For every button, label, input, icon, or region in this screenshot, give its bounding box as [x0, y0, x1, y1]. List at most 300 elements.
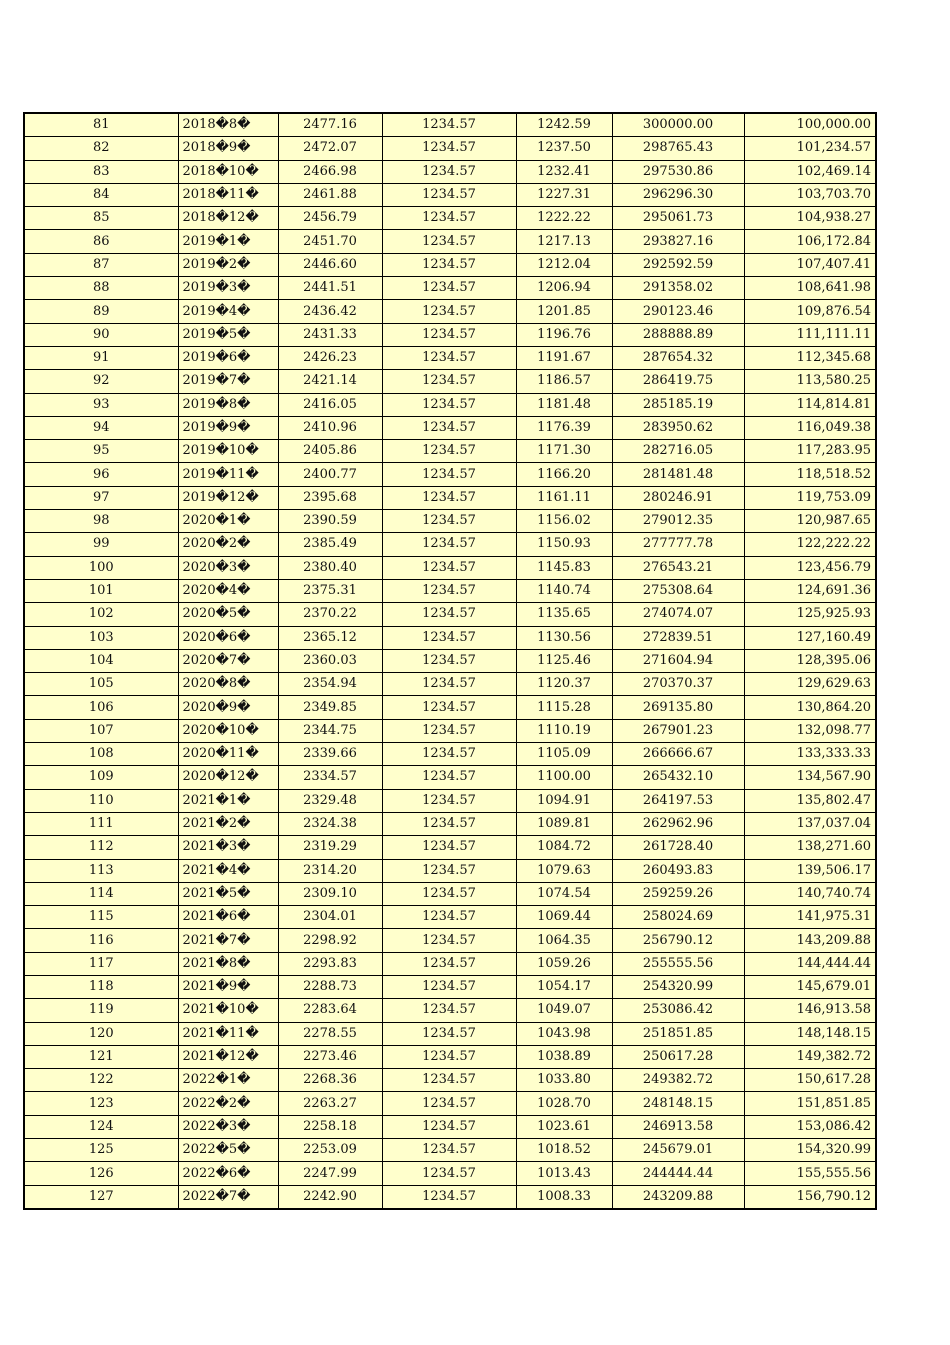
remaining-balance-cell[interactable]: 272839.51 [612, 626, 744, 649]
principal-cell[interactable]: 1234.57 [382, 743, 516, 766]
principal-cell[interactable]: 1234.57 [382, 300, 516, 323]
period-number-cell[interactable]: 109 [24, 766, 178, 789]
principal-cell[interactable]: 1234.57 [382, 556, 516, 579]
interest-cell[interactable]: 1084.72 [516, 836, 612, 859]
payment-cell[interactable]: 2283.64 [278, 999, 382, 1022]
date-cell[interactable]: 2018�10� [178, 160, 278, 183]
payment-cell[interactable]: 2400.77 [278, 463, 382, 486]
payment-cell[interactable]: 2461.88 [278, 183, 382, 206]
payment-cell[interactable]: 2436.42 [278, 300, 382, 323]
date-cell[interactable]: 2019�10� [178, 440, 278, 463]
payment-cell[interactable]: 2416.05 [278, 393, 382, 416]
cumulative-principal-cell[interactable]: 113,580.25 [744, 370, 876, 393]
remaining-balance-cell[interactable]: 280246.91 [612, 486, 744, 509]
remaining-balance-cell[interactable]: 283950.62 [612, 416, 744, 439]
cumulative-principal-cell[interactable]: 151,851.85 [744, 1092, 876, 1115]
period-number-cell[interactable]: 116 [24, 929, 178, 952]
remaining-balance-cell[interactable]: 288888.89 [612, 323, 744, 346]
cumulative-principal-cell[interactable]: 104,938.27 [744, 207, 876, 230]
principal-cell[interactable]: 1234.57 [382, 1022, 516, 1045]
payment-cell[interactable]: 2477.16 [278, 113, 382, 137]
principal-cell[interactable]: 1234.57 [382, 975, 516, 998]
principal-cell[interactable]: 1234.57 [382, 1045, 516, 1068]
date-cell[interactable]: 2019�9� [178, 416, 278, 439]
remaining-balance-cell[interactable]: 251851.85 [612, 1022, 744, 1045]
payment-cell[interactable]: 2258.18 [278, 1115, 382, 1138]
remaining-balance-cell[interactable]: 255555.56 [612, 952, 744, 975]
date-cell[interactable]: 2019�6� [178, 346, 278, 369]
date-cell[interactable]: 2019�1� [178, 230, 278, 253]
period-number-cell[interactable]: 95 [24, 440, 178, 463]
period-number-cell[interactable]: 114 [24, 882, 178, 905]
cumulative-principal-cell[interactable]: 156,790.12 [744, 1185, 876, 1209]
remaining-balance-cell[interactable]: 287654.32 [612, 346, 744, 369]
date-cell[interactable]: 2019�2� [178, 253, 278, 276]
interest-cell[interactable]: 1176.39 [516, 416, 612, 439]
cumulative-principal-cell[interactable]: 129,629.63 [744, 673, 876, 696]
cumulative-principal-cell[interactable]: 100,000.00 [744, 113, 876, 137]
period-number-cell[interactable]: 108 [24, 743, 178, 766]
payment-cell[interactable]: 2304.01 [278, 906, 382, 929]
cumulative-principal-cell[interactable]: 146,913.58 [744, 999, 876, 1022]
remaining-balance-cell[interactable]: 264197.53 [612, 789, 744, 812]
remaining-balance-cell[interactable]: 271604.94 [612, 649, 744, 672]
payment-cell[interactable]: 2319.29 [278, 836, 382, 859]
interest-cell[interactable]: 1115.28 [516, 696, 612, 719]
payment-cell[interactable]: 2431.33 [278, 323, 382, 346]
remaining-balance-cell[interactable]: 298765.43 [612, 137, 744, 160]
principal-cell[interactable]: 1234.57 [382, 626, 516, 649]
remaining-balance-cell[interactable]: 244444.44 [612, 1162, 744, 1185]
interest-cell[interactable]: 1043.98 [516, 1022, 612, 1045]
date-cell[interactable]: 2021�5� [178, 882, 278, 905]
cumulative-principal-cell[interactable]: 117,283.95 [744, 440, 876, 463]
interest-cell[interactable]: 1089.81 [516, 812, 612, 835]
remaining-balance-cell[interactable]: 266666.67 [612, 743, 744, 766]
remaining-balance-cell[interactable]: 248148.15 [612, 1092, 744, 1115]
period-number-cell[interactable]: 99 [24, 533, 178, 556]
payment-cell[interactable]: 2390.59 [278, 510, 382, 533]
principal-cell[interactable]: 1234.57 [382, 836, 516, 859]
interest-cell[interactable]: 1212.04 [516, 253, 612, 276]
period-number-cell[interactable]: 86 [24, 230, 178, 253]
period-number-cell[interactable]: 113 [24, 859, 178, 882]
payment-cell[interactable]: 2456.79 [278, 207, 382, 230]
principal-cell[interactable]: 1234.57 [382, 346, 516, 369]
interest-cell[interactable]: 1145.83 [516, 556, 612, 579]
cumulative-principal-cell[interactable]: 108,641.98 [744, 277, 876, 300]
interest-cell[interactable]: 1196.76 [516, 323, 612, 346]
remaining-balance-cell[interactable]: 259259.26 [612, 882, 744, 905]
cumulative-principal-cell[interactable]: 140,740.74 [744, 882, 876, 905]
remaining-balance-cell[interactable]: 260493.83 [612, 859, 744, 882]
cumulative-principal-cell[interactable]: 149,382.72 [744, 1045, 876, 1068]
payment-cell[interactable]: 2263.27 [278, 1092, 382, 1115]
principal-cell[interactable]: 1234.57 [382, 440, 516, 463]
principal-cell[interactable]: 1234.57 [382, 1115, 516, 1138]
cumulative-principal-cell[interactable]: 106,172.84 [744, 230, 876, 253]
period-number-cell[interactable]: 103 [24, 626, 178, 649]
payment-cell[interactable]: 2385.49 [278, 533, 382, 556]
interest-cell[interactable]: 1038.89 [516, 1045, 612, 1068]
cumulative-principal-cell[interactable]: 144,444.44 [744, 952, 876, 975]
cumulative-principal-cell[interactable]: 127,160.49 [744, 626, 876, 649]
date-cell[interactable]: 2020�5� [178, 603, 278, 626]
cumulative-principal-cell[interactable]: 124,691.36 [744, 579, 876, 602]
payment-cell[interactable]: 2466.98 [278, 160, 382, 183]
interest-cell[interactable]: 1028.70 [516, 1092, 612, 1115]
period-number-cell[interactable]: 94 [24, 416, 178, 439]
cumulative-principal-cell[interactable]: 150,617.28 [744, 1069, 876, 1092]
cumulative-principal-cell[interactable]: 112,345.68 [744, 346, 876, 369]
principal-cell[interactable]: 1234.57 [382, 906, 516, 929]
period-number-cell[interactable]: 106 [24, 696, 178, 719]
remaining-balance-cell[interactable]: 275308.64 [612, 579, 744, 602]
interest-cell[interactable]: 1110.19 [516, 719, 612, 742]
remaining-balance-cell[interactable]: 265432.10 [612, 766, 744, 789]
cumulative-principal-cell[interactable]: 141,975.31 [744, 906, 876, 929]
interest-cell[interactable]: 1135.65 [516, 603, 612, 626]
cumulative-principal-cell[interactable]: 132,098.77 [744, 719, 876, 742]
period-number-cell[interactable]: 110 [24, 789, 178, 812]
cumulative-principal-cell[interactable]: 133,333.33 [744, 743, 876, 766]
remaining-balance-cell[interactable]: 293827.16 [612, 230, 744, 253]
cumulative-principal-cell[interactable]: 145,679.01 [744, 975, 876, 998]
cumulative-principal-cell[interactable]: 120,987.65 [744, 510, 876, 533]
principal-cell[interactable]: 1234.57 [382, 789, 516, 812]
period-number-cell[interactable]: 104 [24, 649, 178, 672]
payment-cell[interactable]: 2309.10 [278, 882, 382, 905]
date-cell[interactable]: 2020�4� [178, 579, 278, 602]
principal-cell[interactable]: 1234.57 [382, 183, 516, 206]
cumulative-principal-cell[interactable]: 103,703.70 [744, 183, 876, 206]
remaining-balance-cell[interactable]: 276543.21 [612, 556, 744, 579]
principal-cell[interactable]: 1234.57 [382, 253, 516, 276]
principal-cell[interactable]: 1234.57 [382, 1162, 516, 1185]
payment-cell[interactable]: 2441.51 [278, 277, 382, 300]
principal-cell[interactable]: 1234.57 [382, 929, 516, 952]
date-cell[interactable]: 2020�1� [178, 510, 278, 533]
interest-cell[interactable]: 1171.30 [516, 440, 612, 463]
interest-cell[interactable]: 1237.50 [516, 137, 612, 160]
payment-cell[interactable]: 2446.60 [278, 253, 382, 276]
interest-cell[interactable]: 1201.85 [516, 300, 612, 323]
cumulative-principal-cell[interactable]: 128,395.06 [744, 649, 876, 672]
remaining-balance-cell[interactable]: 269135.80 [612, 696, 744, 719]
payment-cell[interactable]: 2349.85 [278, 696, 382, 719]
remaining-balance-cell[interactable]: 254320.99 [612, 975, 744, 998]
date-cell[interactable]: 2022�1� [178, 1069, 278, 1092]
principal-cell[interactable]: 1234.57 [382, 137, 516, 160]
remaining-balance-cell[interactable]: 250617.28 [612, 1045, 744, 1068]
principal-cell[interactable]: 1234.57 [382, 1092, 516, 1115]
cumulative-principal-cell[interactable]: 138,271.60 [744, 836, 876, 859]
date-cell[interactable]: 2020�8� [178, 673, 278, 696]
cumulative-principal-cell[interactable]: 109,876.54 [744, 300, 876, 323]
payment-cell[interactable]: 2354.94 [278, 673, 382, 696]
payment-cell[interactable]: 2344.75 [278, 719, 382, 742]
interest-cell[interactable]: 1156.02 [516, 510, 612, 533]
principal-cell[interactable]: 1234.57 [382, 393, 516, 416]
cumulative-principal-cell[interactable]: 125,925.93 [744, 603, 876, 626]
principal-cell[interactable]: 1234.57 [382, 579, 516, 602]
date-cell[interactable]: 2020�2� [178, 533, 278, 556]
period-number-cell[interactable]: 91 [24, 346, 178, 369]
principal-cell[interactable]: 1234.57 [382, 533, 516, 556]
cumulative-principal-cell[interactable]: 123,456.79 [744, 556, 876, 579]
period-number-cell[interactable]: 122 [24, 1069, 178, 1092]
period-number-cell[interactable]: 82 [24, 137, 178, 160]
remaining-balance-cell[interactable]: 256790.12 [612, 929, 744, 952]
interest-cell[interactable]: 1013.43 [516, 1162, 612, 1185]
date-cell[interactable]: 2020�12� [178, 766, 278, 789]
date-cell[interactable]: 2022�6� [178, 1162, 278, 1185]
period-number-cell[interactable]: 112 [24, 836, 178, 859]
principal-cell[interactable]: 1234.57 [382, 416, 516, 439]
remaining-balance-cell[interactable]: 282716.05 [612, 440, 744, 463]
principal-cell[interactable]: 1234.57 [382, 766, 516, 789]
remaining-balance-cell[interactable]: 249382.72 [612, 1069, 744, 1092]
date-cell[interactable]: 2019�11� [178, 463, 278, 486]
payment-cell[interactable]: 2314.20 [278, 859, 382, 882]
date-cell[interactable]: 2022�7� [178, 1185, 278, 1209]
period-number-cell[interactable]: 118 [24, 975, 178, 998]
remaining-balance-cell[interactable]: 274074.07 [612, 603, 744, 626]
date-cell[interactable]: 2021�6� [178, 906, 278, 929]
period-number-cell[interactable]: 111 [24, 812, 178, 835]
payment-cell[interactable]: 2242.90 [278, 1185, 382, 1209]
principal-cell[interactable]: 1234.57 [382, 370, 516, 393]
principal-cell[interactable]: 1234.57 [382, 113, 516, 137]
remaining-balance-cell[interactable]: 296296.30 [612, 183, 744, 206]
cumulative-principal-cell[interactable]: 155,555.56 [744, 1162, 876, 1185]
principal-cell[interactable]: 1234.57 [382, 1139, 516, 1162]
date-cell[interactable]: 2019�5� [178, 323, 278, 346]
cumulative-principal-cell[interactable]: 135,802.47 [744, 789, 876, 812]
interest-cell[interactable]: 1217.13 [516, 230, 612, 253]
payment-cell[interactable]: 2410.96 [278, 416, 382, 439]
cumulative-principal-cell[interactable]: 137,037.04 [744, 812, 876, 835]
period-number-cell[interactable]: 120 [24, 1022, 178, 1045]
interest-cell[interactable]: 1105.09 [516, 743, 612, 766]
date-cell[interactable]: 2021�9� [178, 975, 278, 998]
interest-cell[interactable]: 1150.93 [516, 533, 612, 556]
payment-cell[interactable]: 2324.38 [278, 812, 382, 835]
principal-cell[interactable]: 1234.57 [382, 649, 516, 672]
cumulative-principal-cell[interactable]: 143,209.88 [744, 929, 876, 952]
cumulative-principal-cell[interactable]: 134,567.90 [744, 766, 876, 789]
remaining-balance-cell[interactable]: 295061.73 [612, 207, 744, 230]
payment-cell[interactable]: 2334.57 [278, 766, 382, 789]
period-number-cell[interactable]: 125 [24, 1139, 178, 1162]
period-number-cell[interactable]: 105 [24, 673, 178, 696]
remaining-balance-cell[interactable]: 297530.86 [612, 160, 744, 183]
date-cell[interactable]: 2019�8� [178, 393, 278, 416]
remaining-balance-cell[interactable]: 286419.75 [612, 370, 744, 393]
date-cell[interactable]: 2022�5� [178, 1139, 278, 1162]
period-number-cell[interactable]: 123 [24, 1092, 178, 1115]
principal-cell[interactable]: 1234.57 [382, 230, 516, 253]
principal-cell[interactable]: 1234.57 [382, 673, 516, 696]
remaining-balance-cell[interactable]: 270370.37 [612, 673, 744, 696]
payment-cell[interactable]: 2273.46 [278, 1045, 382, 1068]
principal-cell[interactable]: 1234.57 [382, 696, 516, 719]
date-cell[interactable]: 2020�7� [178, 649, 278, 672]
payment-cell[interactable]: 2360.03 [278, 649, 382, 672]
remaining-balance-cell[interactable]: 290123.46 [612, 300, 744, 323]
period-number-cell[interactable]: 98 [24, 510, 178, 533]
interest-cell[interactable]: 1018.52 [516, 1139, 612, 1162]
interest-cell[interactable]: 1054.17 [516, 975, 612, 998]
period-number-cell[interactable]: 117 [24, 952, 178, 975]
period-number-cell[interactable]: 83 [24, 160, 178, 183]
period-number-cell[interactable]: 126 [24, 1162, 178, 1185]
cumulative-principal-cell[interactable]: 101,234.57 [744, 137, 876, 160]
principal-cell[interactable]: 1234.57 [382, 999, 516, 1022]
remaining-balance-cell[interactable]: 258024.69 [612, 906, 744, 929]
interest-cell[interactable]: 1227.31 [516, 183, 612, 206]
payment-cell[interactable]: 2268.36 [278, 1069, 382, 1092]
interest-cell[interactable]: 1064.35 [516, 929, 612, 952]
period-number-cell[interactable]: 115 [24, 906, 178, 929]
principal-cell[interactable]: 1234.57 [382, 1069, 516, 1092]
date-cell[interactable]: 2020�11� [178, 743, 278, 766]
payment-cell[interactable]: 2298.92 [278, 929, 382, 952]
date-cell[interactable]: 2021�3� [178, 836, 278, 859]
payment-cell[interactable]: 2288.73 [278, 975, 382, 998]
interest-cell[interactable]: 1181.48 [516, 393, 612, 416]
principal-cell[interactable]: 1234.57 [382, 510, 516, 533]
principal-cell[interactable]: 1234.57 [382, 882, 516, 905]
period-number-cell[interactable]: 107 [24, 719, 178, 742]
date-cell[interactable]: 2021�12� [178, 1045, 278, 1068]
interest-cell[interactable]: 1120.37 [516, 673, 612, 696]
payment-cell[interactable]: 2405.86 [278, 440, 382, 463]
remaining-balance-cell[interactable]: 267901.23 [612, 719, 744, 742]
interest-cell[interactable]: 1186.57 [516, 370, 612, 393]
date-cell[interactable]: 2021�2� [178, 812, 278, 835]
date-cell[interactable]: 2020�10� [178, 719, 278, 742]
principal-cell[interactable]: 1234.57 [382, 463, 516, 486]
cumulative-principal-cell[interactable]: 102,469.14 [744, 160, 876, 183]
principal-cell[interactable]: 1234.57 [382, 859, 516, 882]
interest-cell[interactable]: 1023.61 [516, 1115, 612, 1138]
date-cell[interactable]: 2022�2� [178, 1092, 278, 1115]
interest-cell[interactable]: 1033.80 [516, 1069, 612, 1092]
principal-cell[interactable]: 1234.57 [382, 603, 516, 626]
payment-cell[interactable]: 2278.55 [278, 1022, 382, 1045]
date-cell[interactable]: 2019�4� [178, 300, 278, 323]
principal-cell[interactable]: 1234.57 [382, 719, 516, 742]
remaining-balance-cell[interactable]: 245679.01 [612, 1139, 744, 1162]
period-number-cell[interactable]: 93 [24, 393, 178, 416]
period-number-cell[interactable]: 127 [24, 1185, 178, 1209]
date-cell[interactable]: 2019�12� [178, 486, 278, 509]
period-number-cell[interactable]: 85 [24, 207, 178, 230]
principal-cell[interactable]: 1234.57 [382, 1185, 516, 1209]
interest-cell[interactable]: 1191.67 [516, 346, 612, 369]
interest-cell[interactable]: 1140.74 [516, 579, 612, 602]
remaining-balance-cell[interactable]: 277777.78 [612, 533, 744, 556]
date-cell[interactable]: 2021�11� [178, 1022, 278, 1045]
date-cell[interactable]: 2021�1� [178, 789, 278, 812]
interest-cell[interactable]: 1206.94 [516, 277, 612, 300]
interest-cell[interactable]: 1059.26 [516, 952, 612, 975]
interest-cell[interactable]: 1100.00 [516, 766, 612, 789]
period-number-cell[interactable]: 84 [24, 183, 178, 206]
period-number-cell[interactable]: 92 [24, 370, 178, 393]
interest-cell[interactable]: 1232.41 [516, 160, 612, 183]
date-cell[interactable]: 2021�4� [178, 859, 278, 882]
interest-cell[interactable]: 1161.11 [516, 486, 612, 509]
principal-cell[interactable]: 1234.57 [382, 486, 516, 509]
period-number-cell[interactable]: 119 [24, 999, 178, 1022]
remaining-balance-cell[interactable]: 262962.96 [612, 812, 744, 835]
principal-cell[interactable]: 1234.57 [382, 323, 516, 346]
cumulative-principal-cell[interactable]: 114,814.81 [744, 393, 876, 416]
payment-cell[interactable]: 2253.09 [278, 1139, 382, 1162]
cumulative-principal-cell[interactable]: 139,506.17 [744, 859, 876, 882]
period-number-cell[interactable]: 81 [24, 113, 178, 137]
payment-cell[interactable]: 2365.12 [278, 626, 382, 649]
principal-cell[interactable]: 1234.57 [382, 952, 516, 975]
interest-cell[interactable]: 1079.63 [516, 859, 612, 882]
date-cell[interactable]: 2019�3� [178, 277, 278, 300]
date-cell[interactable]: 2022�3� [178, 1115, 278, 1138]
interest-cell[interactable]: 1074.54 [516, 882, 612, 905]
period-number-cell[interactable]: 88 [24, 277, 178, 300]
period-number-cell[interactable]: 121 [24, 1045, 178, 1068]
interest-cell[interactable]: 1049.07 [516, 999, 612, 1022]
period-number-cell[interactable]: 124 [24, 1115, 178, 1138]
payment-cell[interactable]: 2451.70 [278, 230, 382, 253]
period-number-cell[interactable]: 97 [24, 486, 178, 509]
cumulative-principal-cell[interactable]: 111,111.11 [744, 323, 876, 346]
payment-cell[interactable]: 2395.68 [278, 486, 382, 509]
date-cell[interactable]: 2020�3� [178, 556, 278, 579]
period-number-cell[interactable]: 87 [24, 253, 178, 276]
interest-cell[interactable]: 1125.46 [516, 649, 612, 672]
period-number-cell[interactable]: 102 [24, 603, 178, 626]
payment-cell[interactable]: 2375.31 [278, 579, 382, 602]
principal-cell[interactable]: 1234.57 [382, 277, 516, 300]
remaining-balance-cell[interactable]: 300000.00 [612, 113, 744, 137]
payment-cell[interactable]: 2472.07 [278, 137, 382, 160]
remaining-balance-cell[interactable]: 281481.48 [612, 463, 744, 486]
cumulative-principal-cell[interactable]: 130,864.20 [744, 696, 876, 719]
period-number-cell[interactable]: 101 [24, 579, 178, 602]
principal-cell[interactable]: 1234.57 [382, 207, 516, 230]
date-cell[interactable]: 2018�11� [178, 183, 278, 206]
period-number-cell[interactable]: 90 [24, 323, 178, 346]
remaining-balance-cell[interactable]: 292592.59 [612, 253, 744, 276]
date-cell[interactable]: 2018�9� [178, 137, 278, 160]
principal-cell[interactable]: 1234.57 [382, 812, 516, 835]
interest-cell[interactable]: 1094.91 [516, 789, 612, 812]
interest-cell[interactable]: 1008.33 [516, 1185, 612, 1209]
remaining-balance-cell[interactable]: 279012.35 [612, 510, 744, 533]
remaining-balance-cell[interactable]: 246913.58 [612, 1115, 744, 1138]
interest-cell[interactable]: 1166.20 [516, 463, 612, 486]
payment-cell[interactable]: 2380.40 [278, 556, 382, 579]
remaining-balance-cell[interactable]: 285185.19 [612, 393, 744, 416]
remaining-balance-cell[interactable]: 291358.02 [612, 277, 744, 300]
date-cell[interactable]: 2018�8� [178, 113, 278, 137]
date-cell[interactable]: 2019�7� [178, 370, 278, 393]
period-number-cell[interactable]: 96 [24, 463, 178, 486]
date-cell[interactable]: 2020�9� [178, 696, 278, 719]
remaining-balance-cell[interactable]: 243209.88 [612, 1185, 744, 1209]
